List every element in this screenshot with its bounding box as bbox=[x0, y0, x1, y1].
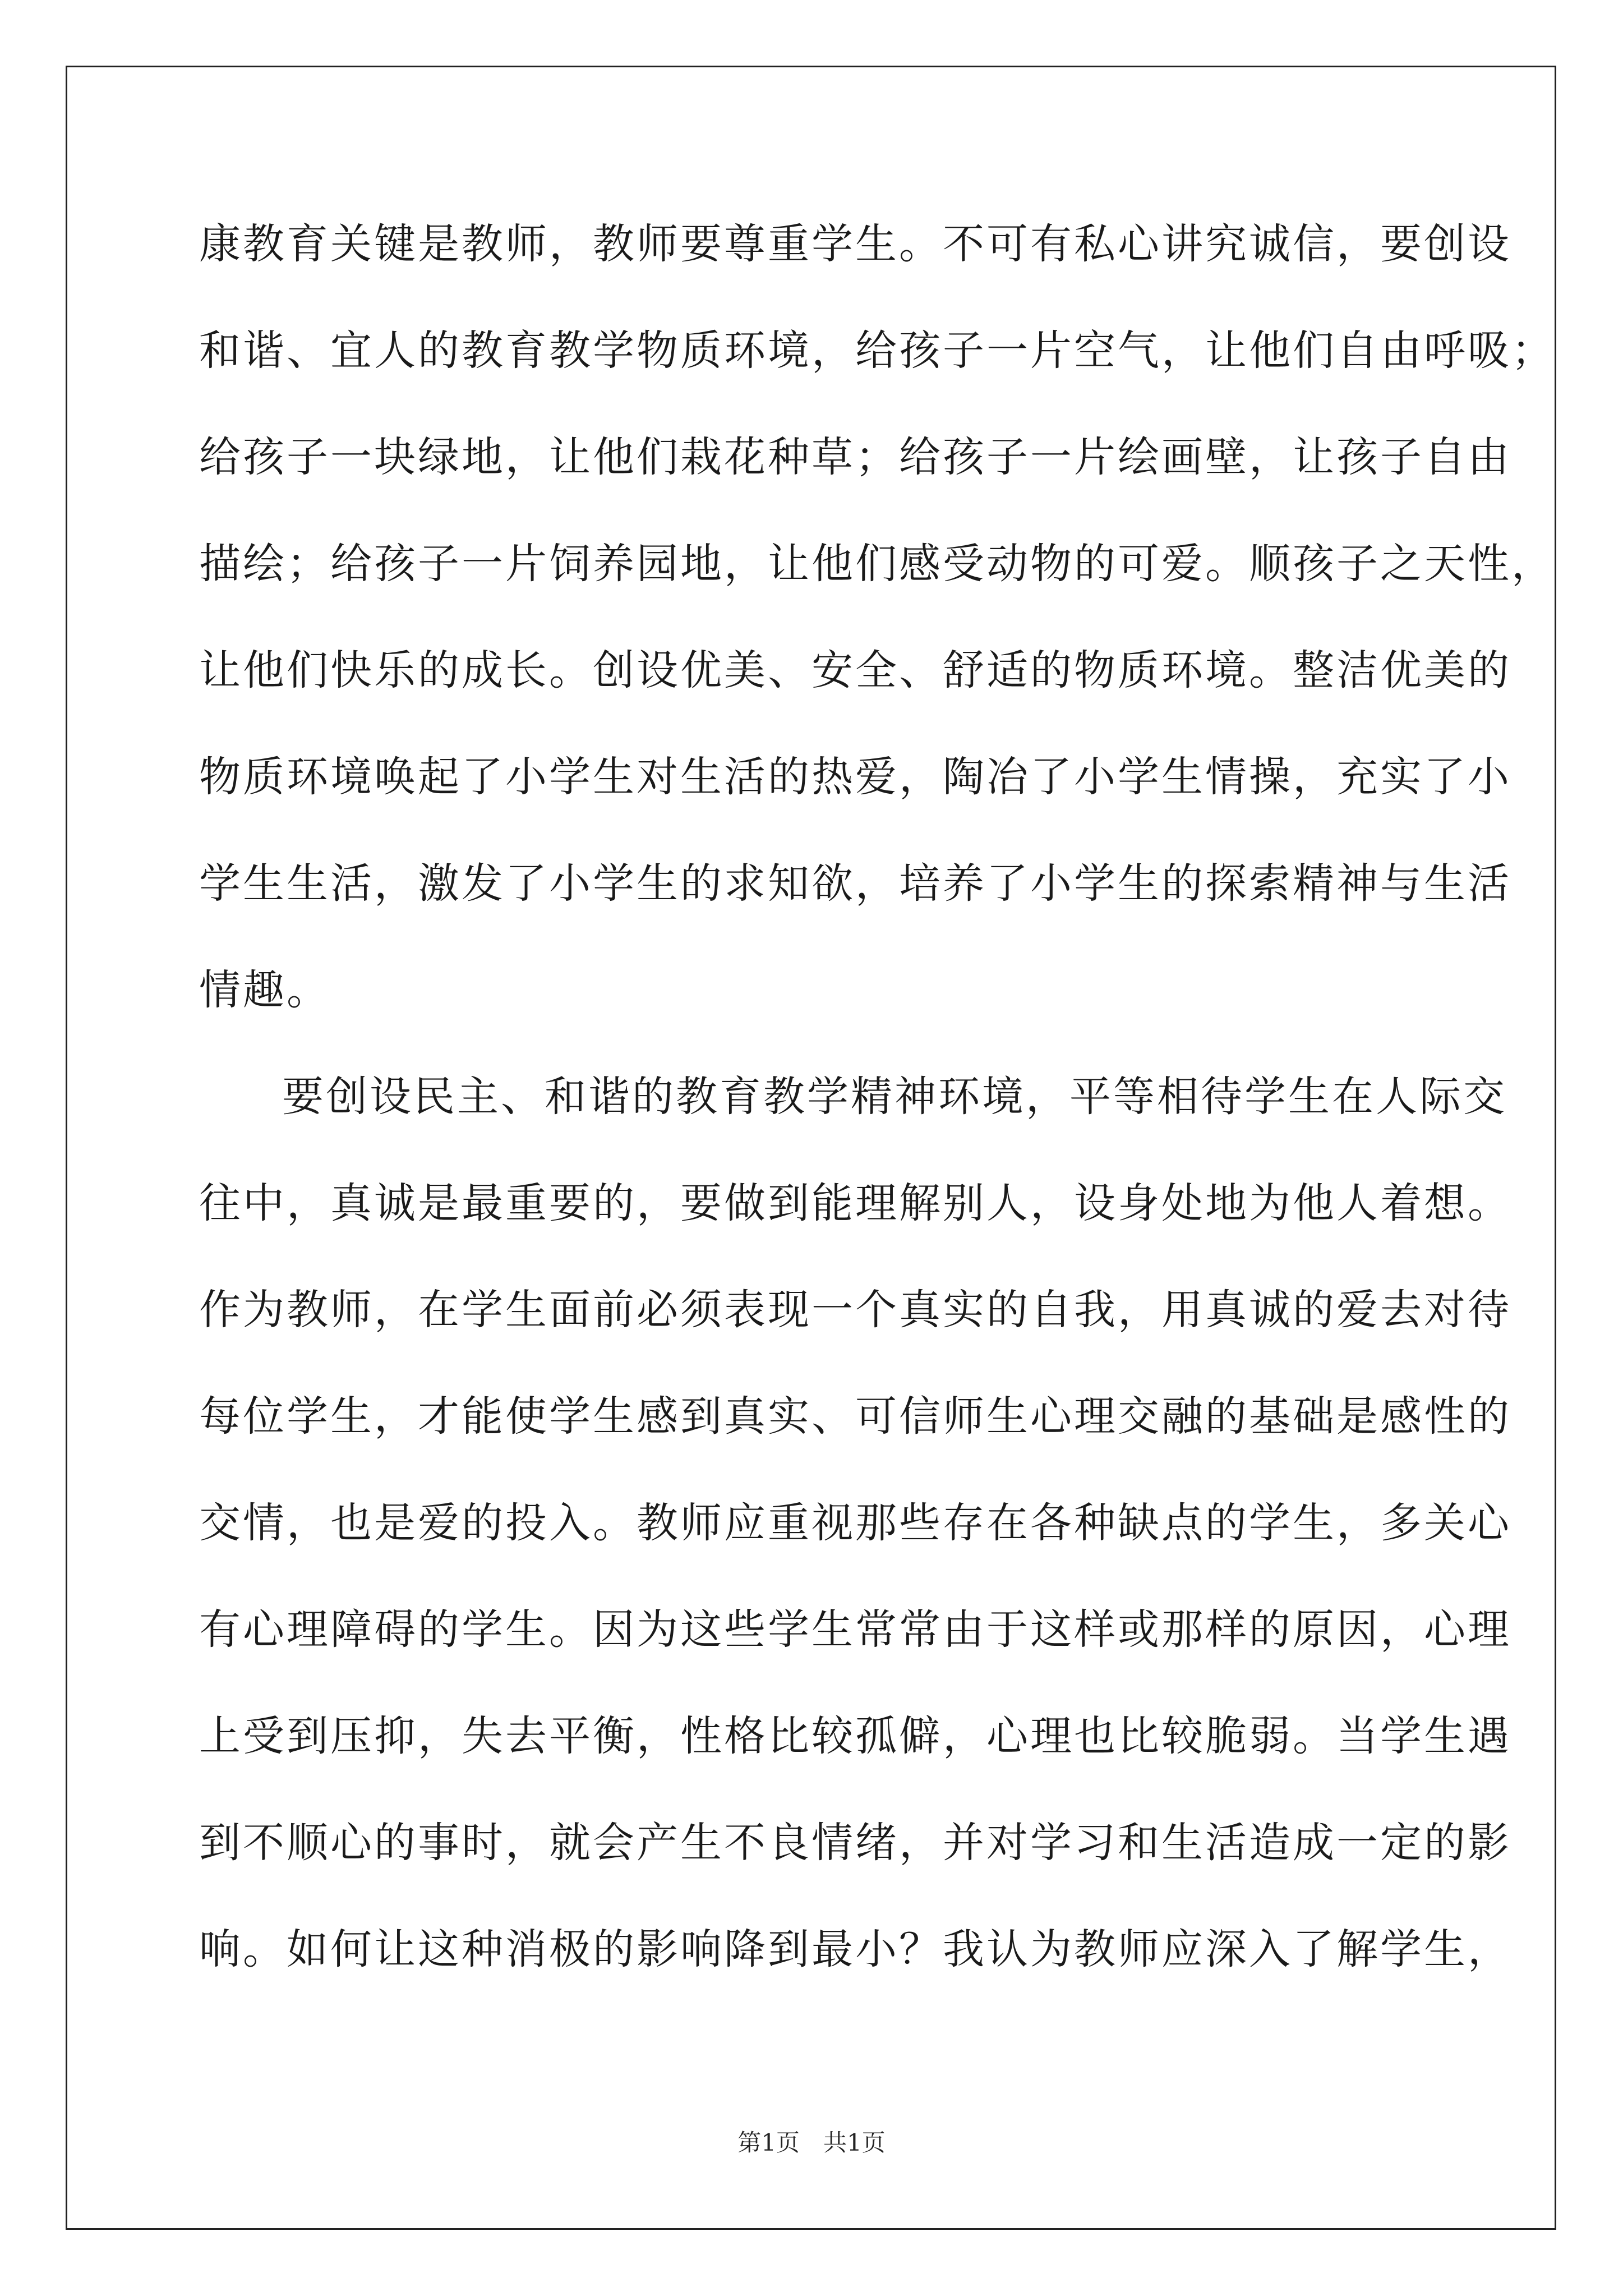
text-line: 描绘；给孩子一片饲养园地，让他们感受动物的可爱。顺孩子之天性， bbox=[199, 540, 1555, 588]
text-line: 物质环境唤起了小学生对生活的热爱，陶冶了小学生情操，充实了小 bbox=[199, 753, 1511, 801]
text-line: 响。如何让这种消极的影响降到最小？我认为教师应深入了解学生， bbox=[199, 1925, 1511, 1973]
text-line: 和谐、宜人的教育教学物质环境，给孩子一片空气，让他们自由呼吸； bbox=[199, 326, 1555, 375]
text-line: 学生生活，激发了小学生的求知欲，培养了小学生的探索精神与生活 bbox=[199, 859, 1511, 908]
paragraph-start-line: 要创设民主、和谐的教育教学精神环境，平等相待学生在人际交 bbox=[282, 1073, 1507, 1121]
text-line: 到不顺心的事时，就会产生不良情绪，并对学习和生活造成一定的影 bbox=[199, 1819, 1511, 1867]
text-line: 交情，也是爱的投入。教师应重视那些存在各种缺点的学生，多关心 bbox=[199, 1499, 1511, 1547]
text-line: 情趣。 bbox=[199, 966, 330, 1014]
text-line: 让他们快乐的成长。创设优美、安全、舒适的物质环境。整洁优美的 bbox=[199, 646, 1511, 694]
text-line: 给孩子一块绿地，让他们栽花种草；给孩子一片绘画壁，让孩子自由 bbox=[199, 433, 1511, 481]
text-line: 每位学生，才能使学生感到真实、可信师生心理交融的基础是感性的 bbox=[199, 1392, 1511, 1441]
text-line: 有心理障碍的学生。因为这些学生常常由于这样或那样的原因，心理 bbox=[199, 1605, 1511, 1654]
text-line: 康教育关键是教师，教师要尊重学生。不可有私心讲究诚信，要创设 bbox=[199, 220, 1511, 268]
page-number-footer: 第1页 共1页 bbox=[737, 2129, 886, 2156]
text-line: 往中，真诚是最重要的，要做到能理解别人，设身处地为他人着想。 bbox=[199, 1179, 1511, 1227]
text-line: 作为教师，在学生面前必须表现一个真实的自我，用真诚的爱去对待 bbox=[199, 1286, 1511, 1334]
page-border bbox=[66, 66, 1556, 2230]
text-line: 上受到压抑，失去平衡，性格比较孤僻，心理也比较脆弱。当学生遇 bbox=[199, 1712, 1511, 1760]
